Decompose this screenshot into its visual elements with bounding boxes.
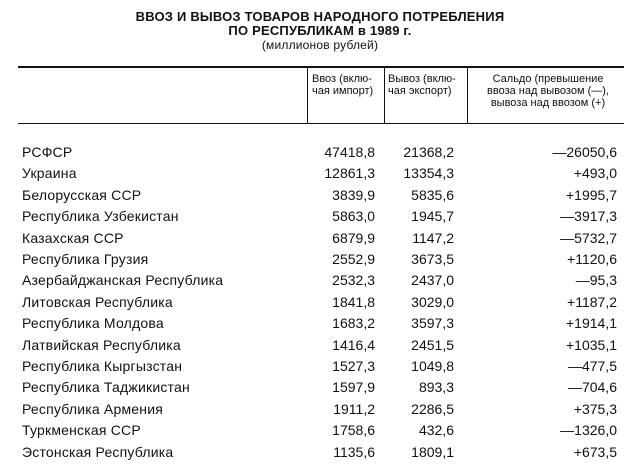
table-row <box>0 206 640 227</box>
row-balance: —5732,7 <box>560 229 617 246</box>
row-name: Казахская ССР <box>22 229 124 246</box>
table-row <box>0 163 640 184</box>
row-balance: +1914,1 <box>566 315 617 332</box>
row-export: 3029,0 <box>411 293 454 310</box>
header-bottom-rule <box>18 123 624 124</box>
header-balance <box>478 73 618 109</box>
row-name: Латвийская Республика <box>22 336 181 353</box>
row-balance: —95,3 <box>575 272 617 289</box>
row-name: Республика Кыргызстан <box>22 358 183 374</box>
table-row <box>0 249 640 270</box>
table-row <box>0 142 640 163</box>
header-top-rule <box>18 66 624 68</box>
row-balance: +375,3 <box>573 400 617 417</box>
header-balance-line1: Сальдо (превышение <box>492 73 604 85</box>
row-name: РСФСР <box>22 144 73 160</box>
table-title-line1: ВВОЗ И ВЫВОЗ ТОВАРОВ НАРОДНОГО ПОТРЕБЛЕНИЯ <box>135 9 505 24</box>
row-export: 1945,7 <box>411 208 454 225</box>
row-name: Республика Молдова <box>22 315 164 332</box>
row-export: 1049,8 <box>411 358 454 374</box>
header-export <box>388 73 456 97</box>
row-balance: +1187,2 <box>567 293 617 310</box>
row-export: 1147,2 <box>412 229 454 246</box>
row-balance: —704,6 <box>567 379 617 396</box>
table-row <box>0 335 640 356</box>
table-row <box>0 377 640 398</box>
row-name: Республика Таджикистан <box>22 379 190 396</box>
header-balance-line2: ввоза над вывозом (—), <box>487 85 609 97</box>
row-balance: +1995,7 <box>566 186 617 203</box>
row-import: 1683,2 <box>332 315 375 332</box>
header-balance-line3: вывоза над ввозом (+) <box>490 97 606 109</box>
row-import: 1135,6 <box>333 443 375 460</box>
row-balance: —3917,3 <box>560 208 617 225</box>
row-export: 5835,6 <box>411 186 454 203</box>
table-units: (миллионов рублей) <box>261 38 379 52</box>
row-import: 2552,9 <box>332 251 375 267</box>
table-row <box>0 399 640 420</box>
row-import: 2532,3 <box>332 272 375 289</box>
row-name: Республика Грузия <box>22 251 149 267</box>
row-name: Украина <box>22 165 77 182</box>
row-export: 2451,5 <box>411 336 454 353</box>
row-export: 3673,5 <box>411 251 454 267</box>
column-divider-1 <box>307 67 308 123</box>
row-export: 2286,5 <box>411 400 454 417</box>
row-export: 2437,0 <box>411 272 454 289</box>
header-import <box>312 73 373 97</box>
column-divider-3 <box>467 67 468 123</box>
table-row <box>0 420 640 441</box>
row-name: Литовская Республика <box>22 293 173 310</box>
table-row <box>0 270 640 291</box>
row-export: 1809,1 <box>411 443 454 460</box>
row-import: 5863,0 <box>332 208 375 225</box>
row-export: 21368,2 <box>403 144 454 160</box>
header-import-line1: Ввоз (вклю- <box>312 73 372 85</box>
row-balance: +1035,1 <box>566 336 617 353</box>
row-balance: —26050,6 <box>552 144 617 160</box>
row-export: 3597,3 <box>411 315 454 332</box>
row-import: 1758,6 <box>332 422 375 439</box>
row-import: 47418,8 <box>324 144 375 160</box>
header-export-line1: Вывоз (вклю- <box>388 73 456 85</box>
table-row <box>0 185 640 206</box>
column-divider-2 <box>384 67 385 123</box>
row-import: 1597,9 <box>332 379 375 396</box>
row-export: 432,6 <box>418 422 454 439</box>
row-name: Азербайджанская Республика <box>22 272 224 289</box>
row-balance: —1326,0 <box>560 422 617 439</box>
row-balance: +1120,6 <box>567 251 617 267</box>
header-import-line2: чая импорт) <box>312 85 374 97</box>
table-row <box>0 356 640 377</box>
row-import: 3839,9 <box>332 186 375 203</box>
table-row <box>0 228 640 249</box>
row-name: Эстонская Республика <box>22 443 174 460</box>
row-import: 1841,8 <box>332 293 375 310</box>
row-import: 12861,3 <box>324 165 375 182</box>
row-balance: +493,0 <box>573 165 617 182</box>
row-name: Республика Узбекистан <box>22 208 179 225</box>
row-import: 1527,3 <box>332 358 375 374</box>
row-export: 893,3 <box>418 379 454 396</box>
row-balance: +673,5 <box>573 443 617 460</box>
row-name: Туркменская ССР <box>22 422 141 439</box>
row-import: 1911,2 <box>333 400 375 417</box>
table-title-line2: ПО РЕСПУБЛИКАМ в 1989 г. <box>228 23 412 38</box>
table-row <box>0 292 640 313</box>
row-name: Республика Армения <box>22 400 164 417</box>
row-export: 13354,3 <box>403 165 454 182</box>
table-row <box>0 442 640 463</box>
row-name: Белорусская ССР <box>22 186 142 203</box>
row-import: 6879,9 <box>332 229 375 246</box>
row-balance: —477,5 <box>567 358 617 374</box>
table-row <box>0 313 640 334</box>
header-export-line2: чая экспорт) <box>388 85 452 97</box>
row-import: 1416,4 <box>332 336 375 353</box>
